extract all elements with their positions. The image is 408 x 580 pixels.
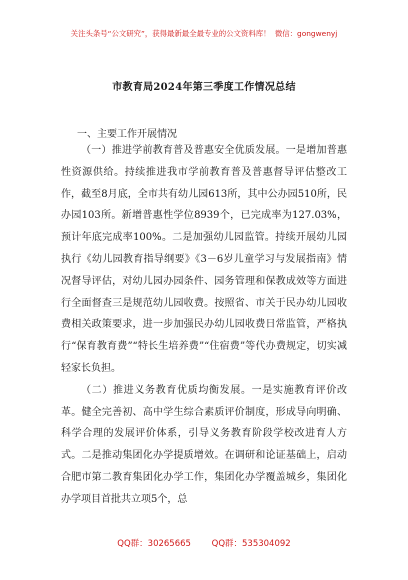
- paragraph-2: （二）推进义务教育优质均衡发展。一是实施教育评价改革。健全完善初、高中学生综合素质评价制度，形成导向明确、科学合理的发展评价体系，引导义务教育阶段学校改进育人方式。二是推动集团化办学提质增效。在调研和论证基础上，启动合肥市第二教育集团化办学工作，集团化办学覆盖城乡，集团化办学项目首批共立项5个，总: [61, 384, 347, 505]
- header-follow-text: 关注头条号“公文研究”，获得最新最全最专业的公文资料库！: [70, 29, 271, 38]
- document-body: [61, 140, 347, 511]
- footer-qq-group-2: QQ群：535304092: [211, 539, 291, 549]
- header-banner: [0, 28, 408, 39]
- footer-qq-group-1: QQ群：30265665: [117, 539, 191, 549]
- document-title: 市教育局2024年第三季度工作情况总结: [112, 82, 296, 93]
- header-wechat-text: 微信：gongwenyj: [274, 29, 338, 38]
- footer-qq-groups: [0, 537, 408, 549]
- section-heading: 一、主要工作开展情况: [77, 129, 177, 140]
- paragraph-1: （一）推进学前教育普及普惠安全优质发展。一是增加普惠性资源供给。持续推进我市学前教育普及普惠督导评估整改工作，截至8月底，全市共有幼儿园613所，其中公办园510所，民办园103所。新增普惠性学位8939个，已完成率为127.03%，预计年底完成率100%。二是加强幼儿园监管。持续开展幼儿园执行《幼儿园教育指导纲要》《3－6岁儿童学习与发展指南》情况督导评估，对幼儿园办园条件、园务管理和保教成效等方面进行全面督查三是规范幼儿园收费。按照省、市关于民办幼儿园收费相关政策要求，进一步加强民办幼儿园收费日常监管，严格执行“保育教育费”“特长生培养费”“住宿费”等代办费规定，切实减轻家长负担。: [61, 145, 347, 374]
